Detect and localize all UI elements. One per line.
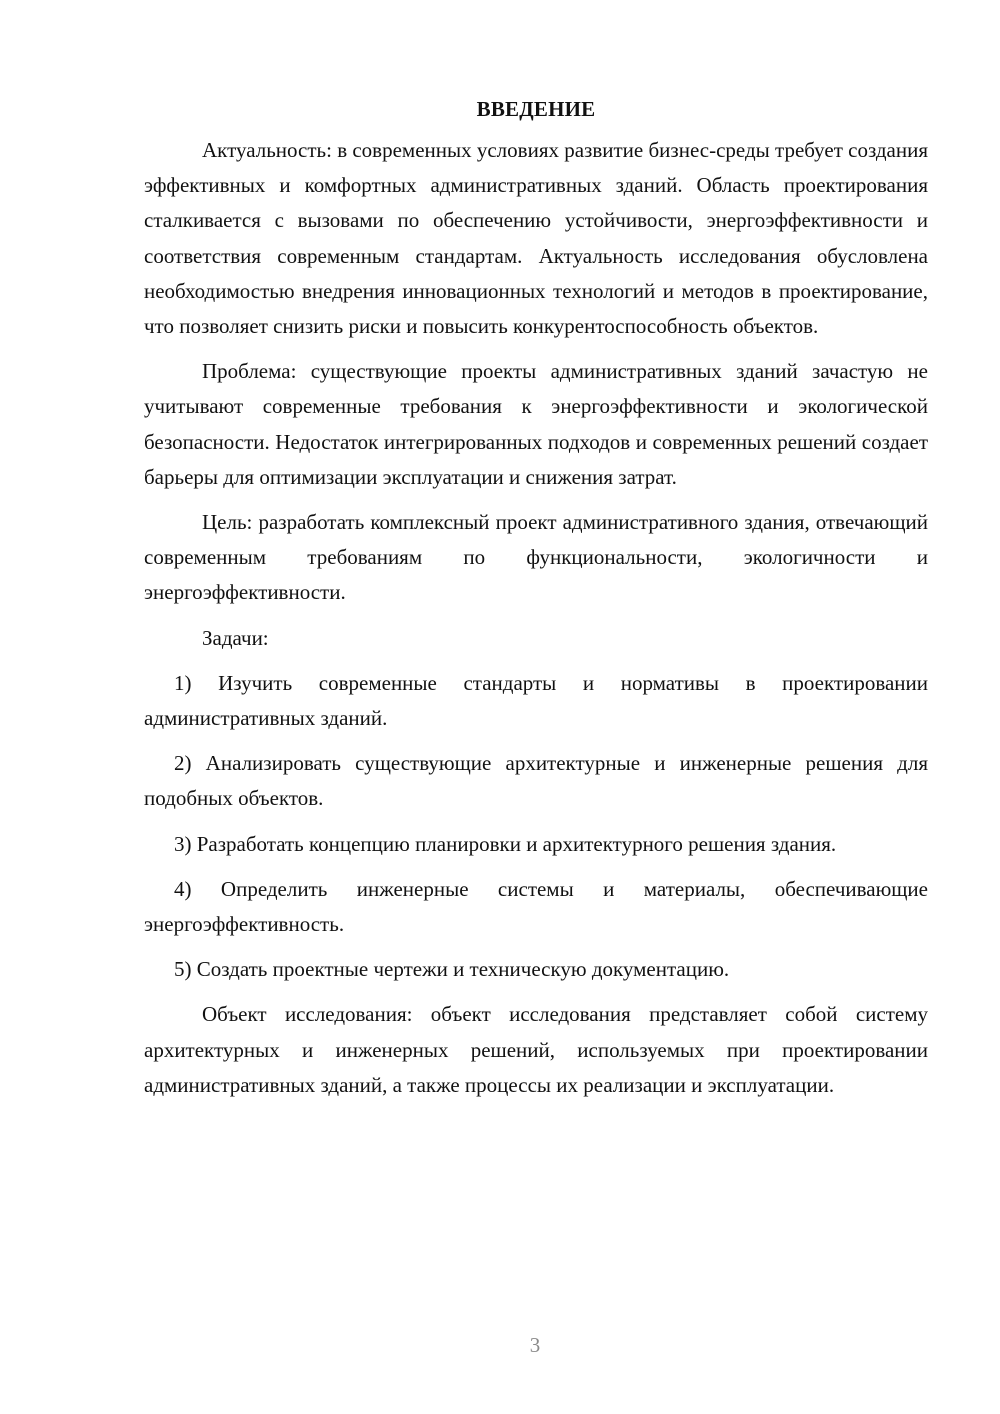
- task-item-5: 5) Создать проектные чертежи и техническую документацию.: [174, 957, 730, 982]
- problem-paragraph: Проблема: существующие проекты административных зданий зачастую не учитывают современные требования к энергоэффективности и экологической безопасности. Недостаток интегрированных подходов и современных решений создает барьеры для оптимизации эксплуатации и снижения затрат.: [144, 359, 928, 489]
- document-page: [144, 92, 928, 1113]
- page-number: 3: [529, 1333, 541, 1357]
- task-item-2: 2) Анализировать существующие архитектурные и инженерные решения для подобных объектов.: [144, 751, 928, 811]
- research-object-paragraph: Объект исследования: объект исследования представляет собой систему архитектурных и инженерных решений, используемых при проектировании административных зданий, а также процессы их реализации и эксплуатации.: [144, 1002, 928, 1097]
- task-item-3: 3) Разработать концепцию планировки и архитектурного решения здания.: [174, 831, 837, 856]
- task-item-1: 1) Изучить современные стандарты и нормативы в проектировании административных зданий.: [144, 670, 928, 731]
- goal-paragraph: Цель: разработать комплексный проект административного здания, отвечающий современным требованиям по функциональности, экологичности и энергоэффективности.: [144, 510, 928, 605]
- relevance-paragraph: Актуальность: в современных условиях развитие бизнес-среды требует создания эффективных и комфортных административных зданий. Область проектирования сталкивается с вызовами по обеспечению устойчивости, энергоэффективности и соответствия современным стандартам. Актуальность исследования обусловлена необходимостью внедрения инновационных технологий и методов в проектирование, что позволяет снизить риски и повысить конкурентоспособность объектов.: [144, 138, 928, 339]
- page-title: ВВЕДЕНИЕ: [476, 97, 596, 121]
- tasks-heading: Задачи:: [202, 625, 269, 650]
- task-item-4: 4) Определить инженерные системы и материалы, обеспечивающие энергоэффективность.: [144, 876, 928, 937]
